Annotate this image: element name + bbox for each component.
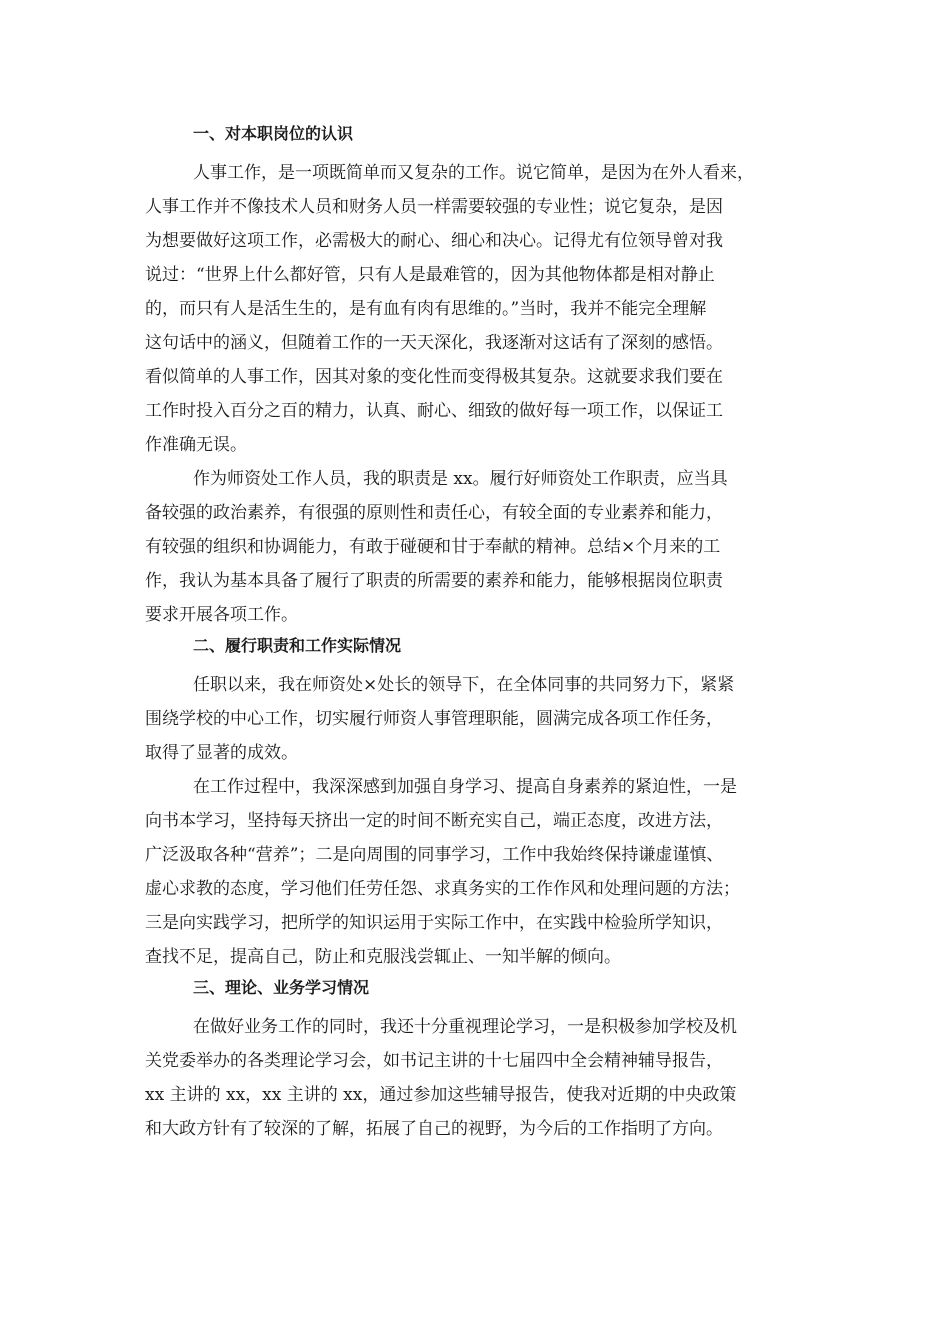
- text-line: 三是向实践学习，把所学的知识运用于实际工作中，在实践中检验所学知识，: [145, 913, 723, 933]
- text-line: 要求开展各项工作。: [145, 605, 298, 625]
- text-line: 为想要做好这项工作，必需极大的耐心、细心和决心。记得尤有位领导曾对我: [145, 231, 723, 251]
- text-line: 作准确无误。: [145, 435, 247, 455]
- text-line: 在工作过程中，我深深感到加强自身学习、提高自身素养的紧迫性，一是: [193, 777, 737, 797]
- text-line: 在做好业务工作的同时，我还十分重视理论学习，一是积极参加学校及机: [193, 1017, 737, 1037]
- paragraph: [145, 156, 835, 462]
- text-line: 工作时投入百分之百的精力，认真、耐心、细致的做好每一项工作，以保证工: [145, 401, 723, 421]
- text-line: 的，而只有人是活生生的，是有血有肉有思维的。”当时，我并不能完全理解: [145, 299, 707, 319]
- text-line: 广泛汲取各种“营养”；二是向周围的同事学习，工作中我始终保持谦虚谨慎、: [145, 845, 724, 865]
- text-line: 关党委举办的各类理论学习会，如书记主讲的十七届四中全会精神辅导报告，: [145, 1051, 723, 1071]
- section-heading: 一、对本职岗位的认识: [193, 124, 354, 143]
- paragraph: [145, 668, 835, 770]
- text-line: 说过：“世界上什么都好管，只有人是最难管的，因为其他物体都是相对静止: [145, 265, 715, 285]
- section-2: [145, 634, 835, 974]
- section-3: [145, 976, 835, 1146]
- text-line: 这句话中的涵义，但随着工作的一天天深化，我逐渐对这话有了深刻的感悟。: [145, 333, 723, 353]
- section-1: [145, 122, 835, 632]
- text-line: 围绕学校的中心工作，切实履行师资人事管理职能，圆满完成各项工作任务，: [145, 709, 723, 729]
- text-line: xx 主讲的 xx，xx 主讲的 xx，通过参加这些辅导报告，使我对近期的中央政策: [145, 1085, 737, 1105]
- text-line: 取得了显著的成效。: [145, 743, 298, 763]
- paragraph: [145, 770, 835, 974]
- document-body: [145, 122, 835, 1146]
- section-heading: 二、履行职责和工作实际情况: [193, 636, 402, 655]
- text-line: 备较强的政治素养，有很强的原则性和责任心，有较全面的专业素养和能力，: [145, 503, 723, 523]
- text-line: 有较强的组织和协调能力，有敢于碰硬和甘于奉献的精神。总结×个月来的工: [145, 537, 721, 557]
- text-line: 人事工作，是一项既简单而又复杂的工作。说它简单，是因为在外人看来，: [193, 163, 754, 183]
- text-line: 和大政方针有了较深的了解，拓展了自己的视野，为今后的工作指明了方向。: [145, 1119, 723, 1139]
- text-line: 向书本学习，坚持每天挤出一定的时间不断充实自己，端正态度，改进方法，: [145, 811, 723, 831]
- text-line: 人事工作并不像技术人员和财务人员一样需要较强的专业性；说它复杂，是因: [145, 197, 723, 217]
- text-line: 任职以来，我在师资处×处长的领导下，在全体同事的共同努力下，紧紧: [193, 675, 735, 695]
- paragraph: [145, 1010, 835, 1146]
- text-line: 作，我认为基本具备了履行了职责的所需要的素养和能力，能够根据岗位职责: [145, 571, 723, 591]
- section-heading: 三、理论、业务学习情况: [193, 978, 370, 997]
- paragraph: [145, 462, 835, 632]
- text-line: 作为师资处工作人员，我的职责是 xx。履行好师资处工作职责，应当具: [193, 469, 728, 489]
- text-line: 看似简单的人事工作，因其对象的变化性而变得极其复杂。这就要求我们要在: [145, 367, 723, 387]
- text-line: 查找不足，提高自己，防止和克服浅尝辄止、一知半解的倾向。: [145, 947, 621, 967]
- text-line: 虚心求教的态度，学习他们任劳任怨、求真务实的工作作风和处理问题的方法；: [145, 879, 740, 899]
